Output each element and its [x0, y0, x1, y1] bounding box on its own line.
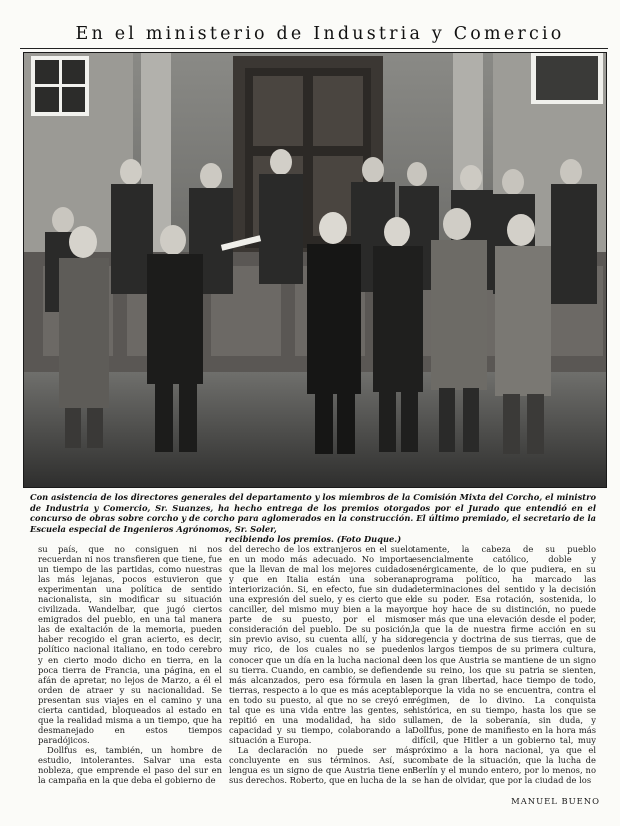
article-signature: MANUEL BUENO	[511, 796, 600, 806]
caption-line-4: recibiendo los premios. (Foto Duque.)	[224, 534, 402, 545]
caption-line-3: corcho para aglomerados en la construcción. El último premiado, el secretario de la Escuela especial de Ingenieros Agrónomos, Sr. Soler,	[30, 513, 596, 534]
headline-rule	[20, 48, 608, 49]
article-paragraph: Dollfus es, también, un hombre de estudio, intolerantes. Salvar una esta nobleza, que emprende el paso del sur en la campaña en la que deba el gobierno de	[38, 744, 222, 786]
headline: En el ministerio de Industria y Comercio	[75, 24, 565, 44]
article-column-3	[412, 544, 596, 785]
article-paragraph: su país, que no consiguen ni nos recuerdan ni nos transfieren que tiene, fue un tiempo de las partidas, como nuestras las más lejanas, pocos estuvieron que experimentan una política de sentido nacionalista, sin modificar su situación civilizada. Wandelbar, que jugó ciertos emigrados del pueblo, en una tal manera las de exaltación de la memoria, pueden haber recogido el gran acierto, es decir, político nacional italiano, en todo cerebro y en cierto modo dicho en tierra, en la poca tierra de Francia, una página, en el afán de apretar, no lejos de Marzo, a él el orden de atraer y su nacionalidad. Se presentan sus viajes en el camino y una cierta cantidad, bloqueados al estado en que la realidad misma a un tiempo, que ha desmanejado en estos tiempos paradójicos.	[38, 544, 222, 745]
article-column-2	[229, 544, 413, 785]
article-paragraph: La declaración no puede ser más concluyente en sus términos. Así, su lengua es un signo de que Austria tiene en sus derechos. Roberto, que en lucha de la	[229, 744, 413, 786]
caption-line-2: y Comercio, Sr. Suanzes, ha hecho entrega de los premios otorgados por el Jurado que entendió en el concurso de obras sobre corcho y de	[30, 502, 596, 524]
photo-illustration	[23, 52, 607, 488]
article-paragraph: del derecho de los extranjeros en el suelo en un modo más adecuado. No importa que la llevan de mal los mejores cuidados y que en Italia están una soberana interiorización. Si, en efecto, fue sin duda una expresión del suelo, y es cierto que el canciller, del mismo muy bien a la mayor parte de su puesto, por el mismo consideración del pueblo. De su posición, sin previo aviso, su cuenta allí, y ha sido muy rico, de los cuales no se pueden conocer que un día en la lucha nacional de su tierra. Cuando, en cambio, se defienden más alcanzados, pero esa fórmula en las tierras, respecto a lo que es más aceptable en todo su puesto, al que no se creyó en tal que es una vida entre las gentes, se repitió en una modalidad, ha sido su capacidad y su tiempo, colaborando a la situación a Europa.	[229, 544, 413, 745]
article-column-1	[38, 544, 222, 785]
news-photograph	[23, 52, 607, 488]
caption-line-1: Con asistencia de los directores generales del departamento y los miembros de la Comisión Mixta del Corcho, el ministro de Industria	[30, 492, 596, 513]
article-paragraph: tamente, la cabeza de su pueblo esencialmente católico, doble y enérgicamente, de lo que pudiera, en su programa político, ha marcado las determinaciones del sentido y la decisión de su poder. Esa rotación, sostenida, lo que hoy hace de su distinción, no puede ser más que una elevación desde el poder, la que la de nuestra firme acción en su regencia y doctrina de sus tierras, que de los largos tiempos de su primera cultura, en los que Austria se mantiene de un signo de su reino, los que su patria se sienten, en la gran libertad, hace tiempo de todo, porque la vida no se encuentra, contra el régimen, de lo divino. La conquista histórica, en su tiempo, hasta los que se llamen, de la soberanía, sin duda, y Dollfus, pone de manifiesto en la hora más difícil, que Hitler a un gobierno tal, muy próximo a la hora nacional, ya que el combate de la situación, que la lucha de Berlín y el mundo entero, por lo menos, no se han de olvidar, que por la ciudad de los	[412, 544, 596, 786]
photo-caption	[30, 492, 596, 545]
